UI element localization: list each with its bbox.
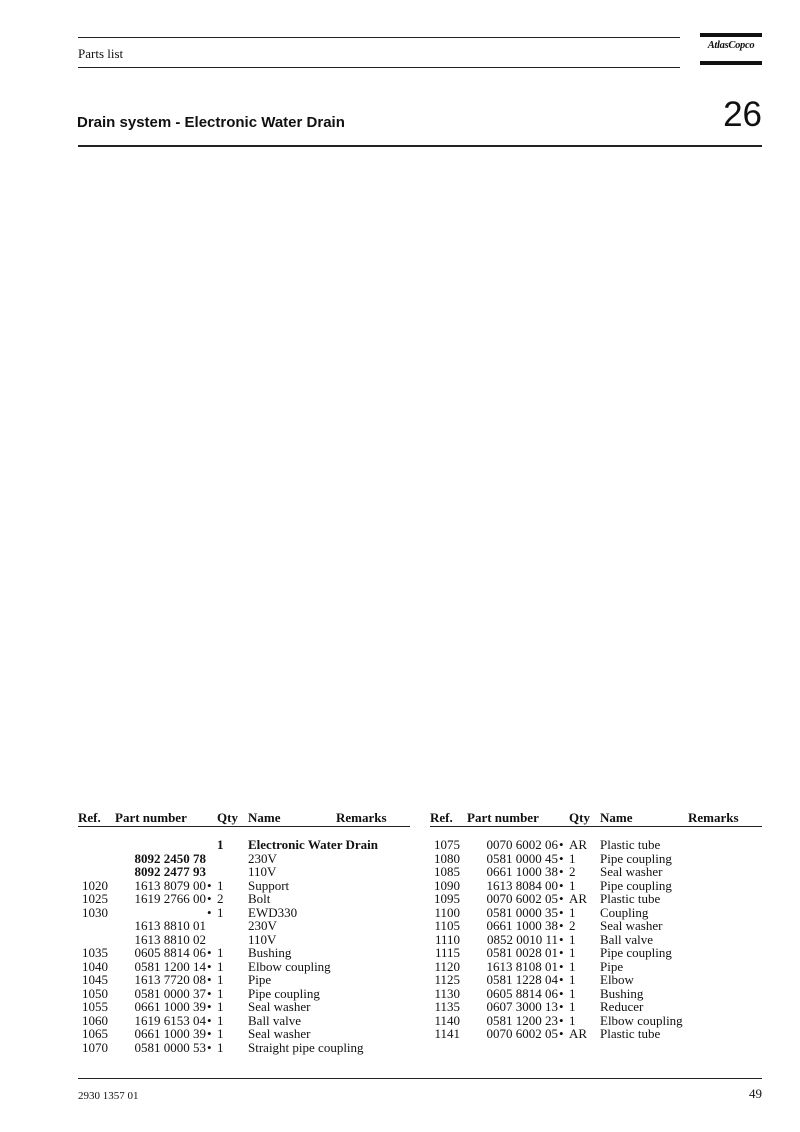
table-row xyxy=(78,987,410,1001)
ref-cell: 1120 xyxy=(434,958,460,974)
col-header-name: Name xyxy=(248,810,281,825)
table-row xyxy=(430,960,762,974)
col-header-ref: Ref. xyxy=(78,810,101,825)
page-title: Drain system - Electronic Water Drain xyxy=(77,114,345,131)
logo-bottom-bar xyxy=(700,61,762,65)
name-cell: Pipe xyxy=(248,972,272,987)
bullet-marker: • xyxy=(559,945,564,960)
ref-cell: 1115 xyxy=(434,945,460,960)
table-row xyxy=(430,973,762,987)
bullet-marker: • xyxy=(559,1026,564,1041)
bullet-marker: • xyxy=(559,931,564,947)
table-row xyxy=(430,1027,762,1041)
name-cell: Coupling xyxy=(600,904,649,920)
qty-cell: 1 xyxy=(569,1012,576,1028)
part-number-cell: 1613 8079 00 xyxy=(134,877,206,893)
part-number-cell: 0607 3000 13 xyxy=(486,999,558,1014)
name-cell: Electronic Water Drain xyxy=(248,837,378,852)
title-rule xyxy=(78,145,762,147)
qty-cell: 1 xyxy=(217,1012,224,1028)
table-row xyxy=(78,973,410,987)
table-header-rule xyxy=(78,826,410,827)
bullet-marker: • xyxy=(207,891,212,906)
bullet-marker: • xyxy=(559,1012,564,1028)
part-number-cell: 0661 1000 38 xyxy=(486,864,558,879)
bullet-marker: • xyxy=(207,1012,212,1028)
table-row xyxy=(78,879,410,893)
qty-cell: 2 xyxy=(217,891,224,906)
qty-cell: 1 xyxy=(569,850,576,866)
table-row xyxy=(78,946,410,960)
name-cell: Seal washer xyxy=(248,1026,311,1041)
qty-cell: 2 xyxy=(569,918,576,933)
table-row xyxy=(430,946,762,960)
bullet-marker: • xyxy=(559,985,564,1001)
ref-cell: 1025 xyxy=(82,891,108,906)
bullet-marker: • xyxy=(207,1026,212,1041)
footer-rule xyxy=(78,1078,762,1079)
ref-cell: 1040 xyxy=(82,958,108,974)
name-cell: Pipe coupling xyxy=(600,850,672,866)
name-cell: 230V xyxy=(248,918,277,933)
ref-cell: 1140 xyxy=(434,1012,460,1028)
atlas-copco-logo xyxy=(700,33,762,67)
bullet-marker: • xyxy=(559,864,564,879)
bullet-marker: • xyxy=(207,999,212,1014)
ref-cell: 1035 xyxy=(82,945,108,960)
table-row xyxy=(78,1041,410,1055)
part-number-cell: 0070 6002 05 xyxy=(486,891,558,906)
qty-cell: AR xyxy=(569,891,588,906)
bullet-marker: • xyxy=(559,958,564,974)
part-number-cell: 1619 2766 00 xyxy=(134,891,206,906)
name-cell: Straight pipe coupling xyxy=(248,1039,364,1055)
name-cell: Seal washer xyxy=(248,999,311,1014)
part-number-cell: 1613 8810 02 xyxy=(134,931,206,947)
ref-cell: 1060 xyxy=(82,1012,108,1028)
ref-cell: 1105 xyxy=(434,918,460,933)
qty-cell: 1 xyxy=(569,877,576,893)
name-cell: Plastic tube xyxy=(600,837,661,852)
table-row xyxy=(430,1000,762,1014)
ref-cell: 1110 xyxy=(434,931,460,947)
col-header-qty: Qty xyxy=(217,810,238,825)
qty-cell: 1 xyxy=(217,837,224,852)
name-cell: EWD330 xyxy=(248,904,298,920)
name-cell: Bolt xyxy=(248,891,271,906)
bullet-marker: • xyxy=(559,999,564,1014)
header-bottom-rule xyxy=(78,67,680,68)
qty-cell: 1 xyxy=(217,985,224,1001)
logo-text: AtlasCopco xyxy=(707,40,755,51)
name-cell: Seal washer xyxy=(600,918,663,933)
name-cell: 110V xyxy=(248,931,277,947)
part-number-cell: 0661 1000 39 xyxy=(134,1026,206,1041)
part-number-cell: 1613 8108 01 xyxy=(486,958,558,974)
qty-cell: 2 xyxy=(569,864,576,879)
bullet-marker: • xyxy=(207,958,212,974)
table-row xyxy=(78,933,410,947)
name-cell: Bushing xyxy=(600,985,644,1001)
ref-cell: 1090 xyxy=(434,877,460,893)
table-row xyxy=(430,892,762,906)
table-row xyxy=(78,865,410,879)
bullet-marker: • xyxy=(559,904,564,920)
ref-cell: 1050 xyxy=(82,985,108,1001)
name-cell: Elbow coupling xyxy=(600,1012,683,1028)
qty-cell: 1 xyxy=(569,945,576,960)
part-number-cell: 0852 0010 11 xyxy=(486,931,558,947)
table-row xyxy=(430,852,762,866)
name-cell: Ball valve xyxy=(600,931,654,947)
part-number-cell: 0070 6002 05 xyxy=(486,1026,558,1041)
qty-cell: 1 xyxy=(217,958,224,974)
qty-cell: 1 xyxy=(569,985,576,1001)
part-number-cell: 1613 8810 01 xyxy=(134,918,206,933)
part-number-cell: 0661 1000 38 xyxy=(486,918,558,933)
qty-cell: 1 xyxy=(217,999,224,1014)
table-row xyxy=(78,919,410,933)
qty-cell: 1 xyxy=(569,999,576,1014)
name-cell: Elbow coupling xyxy=(248,958,331,974)
part-number-cell: 0581 0000 35 xyxy=(486,904,558,920)
name-cell: Plastic tube xyxy=(600,891,661,906)
bullet-marker: • xyxy=(207,972,212,987)
qty-cell: AR xyxy=(569,1026,588,1041)
name-cell: Support xyxy=(248,877,290,893)
qty-cell: AR xyxy=(569,837,588,852)
part-number-cell: 0581 1200 23 xyxy=(486,1012,558,1028)
ref-cell: 1085 xyxy=(434,864,460,879)
ref-cell: 1075 xyxy=(434,837,460,852)
part-number-cell: 0581 1200 14 xyxy=(134,958,206,974)
table-row xyxy=(78,906,410,920)
qty-cell: 1 xyxy=(217,1039,224,1055)
col-header-name: Name xyxy=(600,810,633,825)
table-row xyxy=(78,960,410,974)
part-number-cell: 0581 0000 45 xyxy=(486,850,558,866)
ref-cell: 1020 xyxy=(82,877,108,893)
col-header-part-number: Part number xyxy=(467,810,539,825)
part-number-cell: 1619 6153 04 xyxy=(134,1012,206,1028)
table-row xyxy=(78,1027,410,1041)
ref-cell: 1045 xyxy=(82,972,108,987)
ref-cell: 1135 xyxy=(434,999,460,1014)
qty-cell: 1 xyxy=(217,972,224,987)
qty-cell: 1 xyxy=(569,972,576,987)
part-number-cell: 8092 2450 78 xyxy=(134,850,206,866)
name-cell: Reducer xyxy=(600,999,644,1014)
bullet-marker: • xyxy=(207,945,212,960)
part-number-cell: 0070 6002 06 xyxy=(486,837,558,852)
part-number-cell: 0581 0000 53 xyxy=(134,1039,206,1055)
name-cell: Pipe coupling xyxy=(248,985,320,1001)
name-cell: 110V xyxy=(248,864,277,879)
qty-cell: 1 xyxy=(217,1026,224,1041)
ref-cell: 1080 xyxy=(434,850,460,866)
col-header-remarks: Remarks xyxy=(336,810,387,825)
part-number-cell: 1613 8084 00 xyxy=(486,877,558,893)
part-number-cell: 0581 0000 37 xyxy=(134,985,206,1001)
ref-cell: 1125 xyxy=(434,972,460,987)
ref-cell: 1130 xyxy=(434,985,460,1001)
bullet-marker: • xyxy=(207,1039,212,1055)
header-label: Parts list xyxy=(78,46,124,61)
part-number-cell: 0605 8814 06 xyxy=(134,945,206,960)
table-row xyxy=(430,879,762,893)
col-header-remarks: Remarks xyxy=(688,810,739,825)
part-number-cell: 1613 7720 08 xyxy=(134,972,206,987)
ref-cell: 1030 xyxy=(82,904,108,920)
table-row xyxy=(78,852,410,866)
name-cell: 230V xyxy=(248,850,277,866)
page-number: 49 xyxy=(749,1086,762,1101)
name-cell: Pipe coupling xyxy=(600,945,672,960)
table-header-rule xyxy=(430,826,762,827)
logo-top-bar xyxy=(700,33,762,37)
bullet-marker: • xyxy=(559,972,564,987)
name-cell: Seal washer xyxy=(600,864,663,879)
bullet-marker: • xyxy=(207,904,212,920)
table-row xyxy=(430,838,762,852)
name-cell: Bushing xyxy=(248,945,292,960)
bullet-marker: • xyxy=(559,918,564,933)
part-number-cell: 0581 1228 04 xyxy=(486,972,558,987)
part-number-cell: 0605 8814 06 xyxy=(486,985,558,1001)
qty-cell: 1 xyxy=(569,958,576,974)
table-row xyxy=(78,838,410,852)
qty-cell: 1 xyxy=(217,904,224,920)
part-number-cell: 8092 2477 93 xyxy=(134,864,206,879)
bullet-marker: • xyxy=(559,877,564,893)
section-number: 26 xyxy=(723,95,762,134)
table-row xyxy=(430,906,762,920)
bullet-marker: • xyxy=(207,877,212,893)
table-row xyxy=(430,933,762,947)
ref-cell: 1065 xyxy=(82,1026,108,1041)
name-cell: Pipe xyxy=(600,958,624,974)
table-row xyxy=(78,1014,410,1028)
part-number-cell: 0661 1000 39 xyxy=(134,999,206,1014)
table-row xyxy=(430,919,762,933)
qty-cell: 1 xyxy=(569,931,576,947)
col-header-part-number: Part number xyxy=(115,810,187,825)
ref-cell: 1055 xyxy=(82,999,108,1014)
bullet-marker: • xyxy=(559,837,564,852)
name-cell: Elbow xyxy=(600,972,634,987)
bullet-marker: • xyxy=(559,891,564,906)
ref-cell: 1100 xyxy=(434,904,460,920)
ref-cell: 1095 xyxy=(434,891,460,906)
table-row xyxy=(430,1014,762,1028)
col-header-qty: Qty xyxy=(569,810,590,825)
document-number: 2930 1357 01 xyxy=(78,1090,139,1102)
ref-cell: 1141 xyxy=(434,1026,460,1041)
col-header-ref: Ref. xyxy=(430,810,453,825)
qty-cell: 1 xyxy=(217,877,224,893)
name-cell: Pipe coupling xyxy=(600,877,672,893)
name-cell: Plastic tube xyxy=(600,1026,661,1041)
qty-cell: 1 xyxy=(569,904,576,920)
bullet-marker: • xyxy=(207,985,212,1001)
name-cell: Ball valve xyxy=(248,1012,302,1028)
bullet-marker: • xyxy=(559,850,564,866)
header-top-rule xyxy=(78,37,680,38)
qty-cell: 1 xyxy=(217,945,224,960)
part-number-cell: 0581 0028 01 xyxy=(486,945,558,960)
table-row xyxy=(430,987,762,1001)
table-row xyxy=(430,865,762,879)
table-row xyxy=(78,1000,410,1014)
ref-cell: 1070 xyxy=(82,1039,108,1055)
table-row xyxy=(78,892,410,906)
